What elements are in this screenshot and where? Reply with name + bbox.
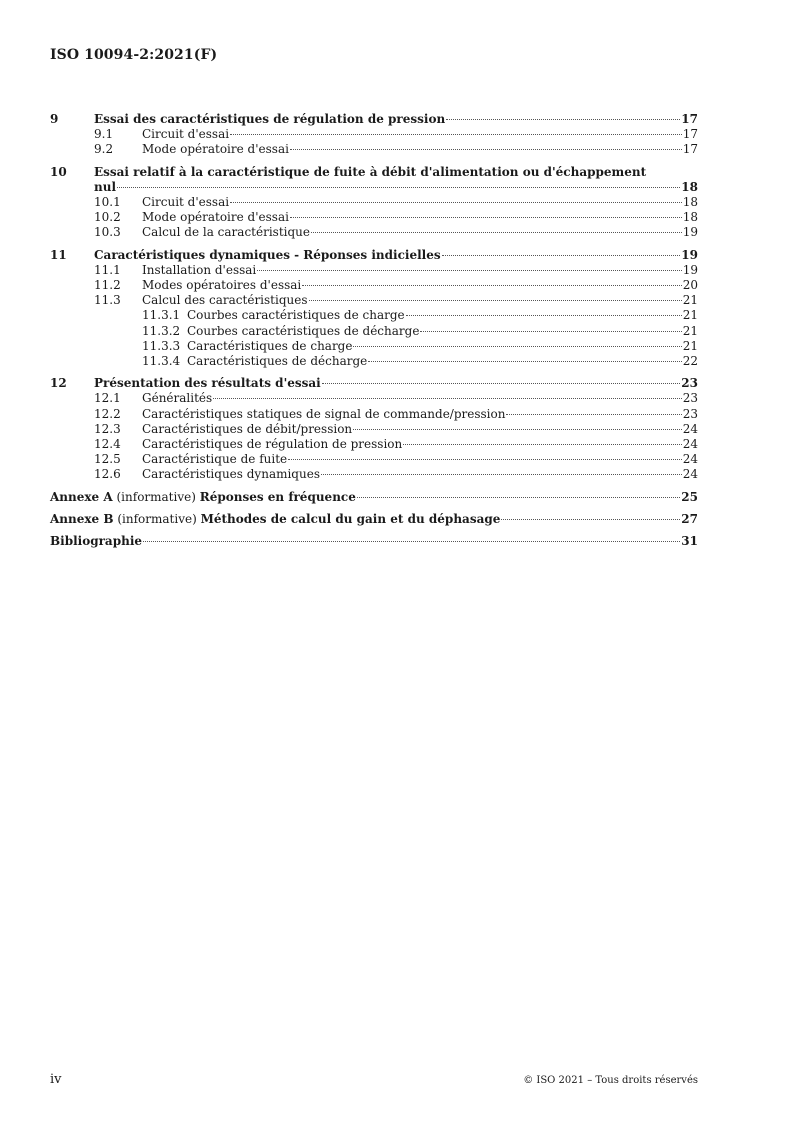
section-title: Caractéristiques de débit/pression [142,421,353,436]
dot-leader [322,383,681,384]
dot-leader [230,202,682,203]
page-number: 17 [682,127,698,142]
section-number: 11 [50,247,67,262]
dot-leader [290,149,682,150]
annex-label: Annexe B [50,511,114,526]
toc-entry-annex-b[interactable] [50,512,698,527]
section-title: Généralités [142,391,213,406]
section-title: Caractéristiques de décharge [187,354,368,369]
dot-leader [506,414,681,415]
section-title: Caractéristiques statiques de signal de commande/pression [142,406,506,421]
section-title-line2: nul [94,179,117,194]
page-number: 18 [682,210,698,225]
section-number: 12.3 [94,421,121,436]
dot-leader [321,474,682,475]
section-title: Caractéristiques dynamiques - Réponses indicielles [94,247,441,262]
toc-entry-12-1[interactable] [50,391,698,406]
page-number: 21 [682,323,698,338]
dot-leader [420,331,681,332]
page-number: 25 [681,489,698,504]
section-title: Caractéristiques dynamiques [142,467,320,482]
page-number: 17 [681,112,698,126]
copyright-notice: © ISO 2021 – Tous droits réservés [523,1075,698,1086]
toc-entry-12-5[interactable] [50,452,698,467]
section-number: 11.3.2 [142,323,181,338]
section-title: Caractéristiques de régulation de pression [142,437,403,452]
dot-leader [213,398,682,399]
toc-entry-10-2[interactable] [50,210,698,225]
section-title-line1: Essai relatif à la caractéristique de fuite à débit d'alimentation ou d'échappement [94,164,647,179]
page-number: 18 [682,195,698,210]
table-of-contents [50,112,698,549]
page-number: 31 [681,534,698,549]
toc-entry-10-cont[interactable] [50,180,698,195]
dot-leader [406,315,682,316]
section-number: 10.3 [94,225,121,240]
section-title: Présentation des résultats d'essai [94,376,321,391]
toc-entry-9[interactable] [50,112,698,127]
toc-entry-11-3-1[interactable] [50,308,698,323]
section-number: 12.1 [94,391,121,406]
page-number: 23 [681,376,698,391]
section-title: Installation d'essai [142,262,257,277]
dot-leader [353,346,681,347]
section-number: 9.2 [94,142,114,157]
page-number: 19 [681,247,698,262]
section-title: Courbes caractéristiques de décharge [187,323,420,338]
section-title: Courbes caractéristiques de charge [187,308,405,323]
toc-entry-annex-a[interactable] [50,490,698,505]
annex-type: (informative) [116,489,196,504]
toc-entry-11-3[interactable] [50,293,698,308]
dot-leader [501,519,680,520]
page-number: 24 [682,421,698,436]
dot-leader [368,361,681,362]
page-number: 23 [682,391,698,406]
dot-leader [117,187,680,188]
toc-entry-11-3-2[interactable] [50,324,698,339]
section-title: Circuit d'essai [142,195,230,210]
section-title: Caractéristiques de charge [187,338,353,353]
dot-leader [353,429,682,430]
dot-leader [403,444,681,445]
page-number: 17 [682,142,698,157]
section-number: 11.1 [94,262,121,277]
annex-title: Méthodes de calcul du gain et du déphasage [200,511,501,526]
section-number: 10 [50,164,67,179]
toc-entry-11-2[interactable] [50,278,698,293]
dot-leader [230,134,682,135]
section-number: 12.6 [94,467,121,482]
dot-leader [257,270,681,271]
page-number: 19 [682,225,698,240]
toc-entry-11-1[interactable] [50,263,698,278]
dot-leader [309,300,682,301]
section-title: Calcul de la caractéristique [142,225,310,240]
dot-leader [357,497,680,498]
toc-entry-9-1[interactable] [50,127,698,142]
page-number: 18 [681,179,698,194]
section-number: 9 [50,112,59,126]
page-number: 24 [682,452,698,467]
annex-title: Réponses en fréquence [199,489,356,504]
section-number: 11.3.1 [142,308,181,323]
section-number: 11.3.3 [142,338,181,353]
page-number: 23 [682,406,698,421]
page-number: 21 [682,308,698,323]
page-number: 22 [682,354,698,369]
bibliography-title: Bibliographie [50,534,143,549]
page-number: 24 [682,437,698,452]
dot-leader [311,232,682,233]
section-title: Mode opératoire d'essai [142,210,289,225]
dot-leader [446,119,680,120]
section-number: 10.1 [94,195,121,210]
dot-leader [302,285,681,286]
section-number: 10.2 [94,210,121,225]
dot-leader [290,217,682,218]
toc-entry-bibliography[interactable] [50,534,698,549]
toc-entry-10-1[interactable] [50,195,698,210]
page-number: 19 [682,262,698,277]
toc-entry-12[interactable] [50,376,698,391]
toc-entry-11-3-4[interactable] [50,354,698,369]
toc-entry-12-2[interactable] [50,407,698,422]
annex-type: (informative) [117,511,197,526]
section-title: Calcul des caractéristiques [142,293,308,308]
section-number: 9.1 [94,127,114,142]
annex-label: Annexe A [50,489,113,504]
section-title: Mode opératoire d'essai [142,142,289,157]
section-title: Caractéristique de fuite [142,452,288,467]
section-title: Essai des caractéristiques de régulation de pression [94,112,446,126]
toc-entry-11-3-3[interactable] [50,339,698,354]
toc-entry-12-3[interactable] [50,422,698,437]
section-number: 12 [50,376,67,391]
document-identifier: ISO 10094-2:2021(F) [50,47,218,63]
section-number: 11.3 [94,293,121,308]
page-number: 21 [682,293,698,308]
page-footer [50,1072,698,1087]
dot-leader [288,459,682,460]
section-number: 11.3.4 [142,354,181,369]
toc-entry-10[interactable] [50,165,698,180]
page-number: 20 [682,278,698,293]
toc-entry-12-6[interactable] [50,467,698,482]
section-number: 12.4 [94,437,121,452]
section-title: Circuit d'essai [142,127,230,142]
dot-leader [143,541,680,542]
section-number: 12.5 [94,452,121,467]
page-number: 27 [681,511,698,526]
toc-entry-9-2[interactable] [50,142,698,157]
page-number: 21 [682,338,698,353]
footer-page-number: iv [50,1072,62,1087]
page-number: 24 [682,467,698,482]
toc-entry-11[interactable] [50,248,698,263]
section-number: 11.2 [94,278,121,293]
section-title: Modes opératoires d'essai [142,278,302,293]
toc-entry-10-3[interactable] [50,225,698,240]
toc-entry-12-4[interactable] [50,437,698,452]
section-number: 12.2 [94,406,121,421]
dot-leader [442,255,681,256]
